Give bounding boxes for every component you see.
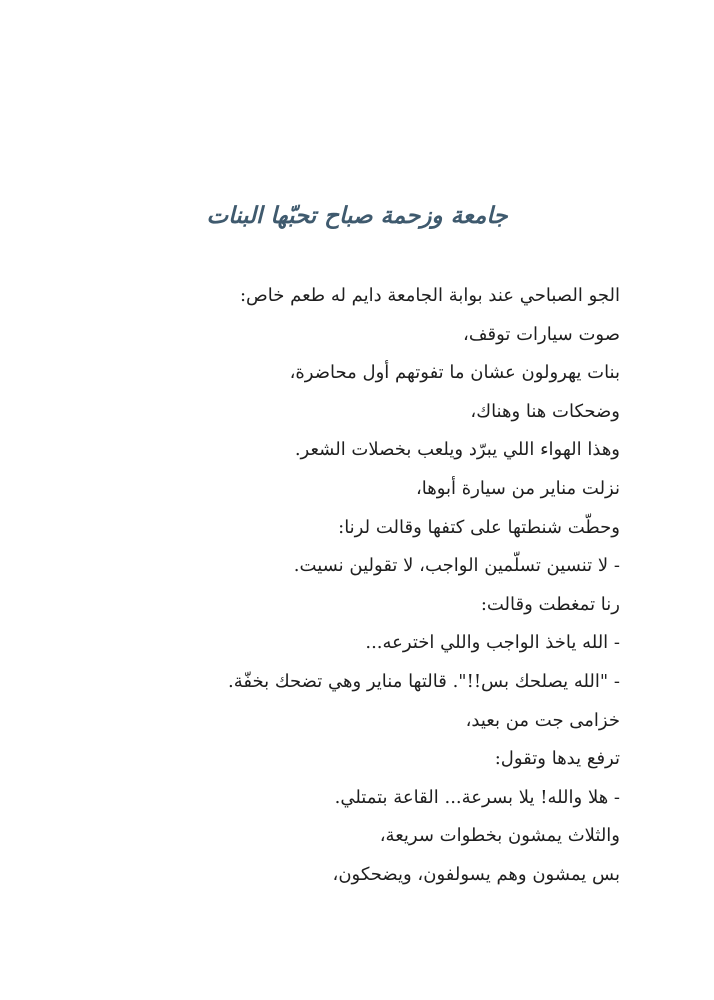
text-line: الجو الصباحي عند بوابة الجامعة دايم له طعم خاص: xyxy=(239,285,620,306)
text-line: والثلاث يمشون بخطوات سريعة، xyxy=(379,825,620,847)
text-line: نزلت مناير من سيارة أبوها، xyxy=(415,477,620,499)
text-line: - هلا والله! يلا بسرعة... القاعة بتمتلي. xyxy=(334,786,620,808)
text-line: خزامى جت من بعيد، xyxy=(465,709,620,731)
body-text xyxy=(200,277,620,895)
text-line: بس يمشون وهم يسولفون، ويضحكون، xyxy=(332,863,620,885)
text-line: وحطّت شنطتها على كتفها وقالت لرنا: xyxy=(338,516,620,538)
text-line: بنات يهرولون عشان ما تفوتهم أول محاضرة، xyxy=(289,362,620,384)
text-line: - لا تنسين تسلّمين الواجب، لا تقولين نسيت. xyxy=(293,555,620,577)
text-line: - "الله يصلحك بس!!". قالتها مناير وهي تضحك بخفّة. xyxy=(227,670,620,692)
text-line: - الله ياخذ الواجب واللي اخترعه... xyxy=(365,632,620,654)
text-line: رنا تمغطت وقالت: xyxy=(480,593,620,615)
chapter-title: جامعة وزحمة صباح تحبّها البنات xyxy=(206,203,508,229)
text-line: صوت سيارات توقف، xyxy=(463,323,620,345)
text-line: ترفع يدها وتقول: xyxy=(494,748,620,770)
text-line: وهذا الهواء اللي يبرّد ويلعب بخصلات الشعر. xyxy=(294,439,620,461)
text-line: وضحكات هنا وهناك، xyxy=(470,400,620,422)
